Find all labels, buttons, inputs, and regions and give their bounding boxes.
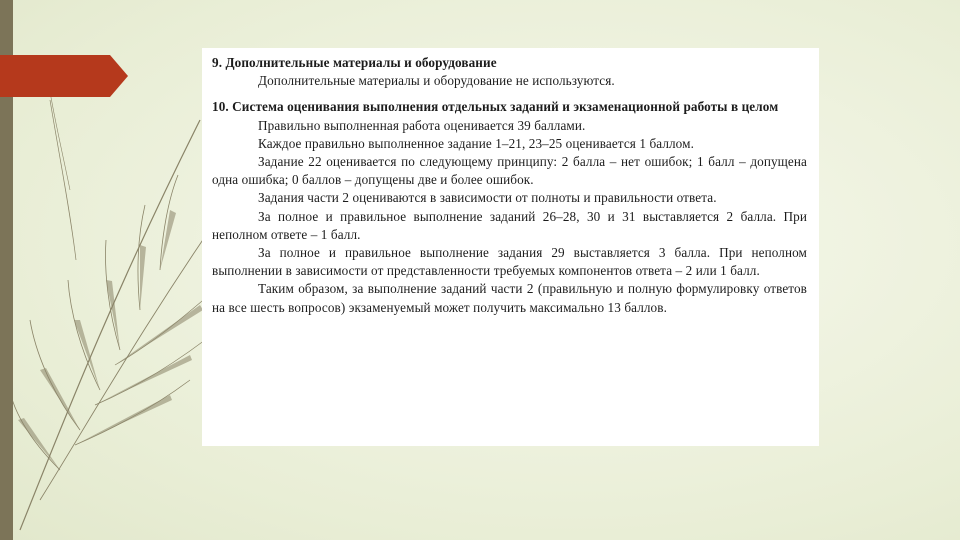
paragraph: За полное и правильное выполнение заданий 26–28, 30 и 31 выставляется 2 балла. При неполном ответе – 1 балл. bbox=[212, 208, 807, 242]
paragraph: Таким образом, за выполнение заданий части 2 (правильную и полную формулировку ответов на все шесть вопросов) экзаменуемый может получить максимально 13 баллов. bbox=[212, 281, 807, 315]
paragraph: Задание 22 оценивается по следующему принципу: 2 балла – нет ошибок; 1 балл – допущена одна ошибка; 0 баллов – допущены две и более ошибок. bbox=[212, 154, 807, 188]
scanned-document bbox=[202, 48, 819, 446]
section-9-heading: 9. Дополнительные материалы и оборудование bbox=[212, 55, 497, 70]
section-9-text: Дополнительные материалы и оборудование не используются. bbox=[258, 73, 615, 89]
paragraph: Правильно выполненная работа оценивается 39 баллами. bbox=[258, 117, 586, 133]
section-10-heading: 10. Система оценивания выполнения отдельных заданий и экзаменационной работы в целом bbox=[212, 99, 779, 115]
paragraph: Задания части 2 оцениваются в зависимости от полноты и правильности ответа. bbox=[258, 190, 717, 206]
paragraph: За полное и правильное выполнение задания 29 выставляется 3 балла. При неполном выполнении в зависимости от представленности требуемых компонентов ответа – 2 или 1 балл. bbox=[212, 245, 807, 279]
red-arrow-tab bbox=[0, 55, 128, 97]
paragraph: Каждое правильно выполненное задание 1–21, 23–25 оценивается 1 баллом. bbox=[258, 135, 694, 151]
